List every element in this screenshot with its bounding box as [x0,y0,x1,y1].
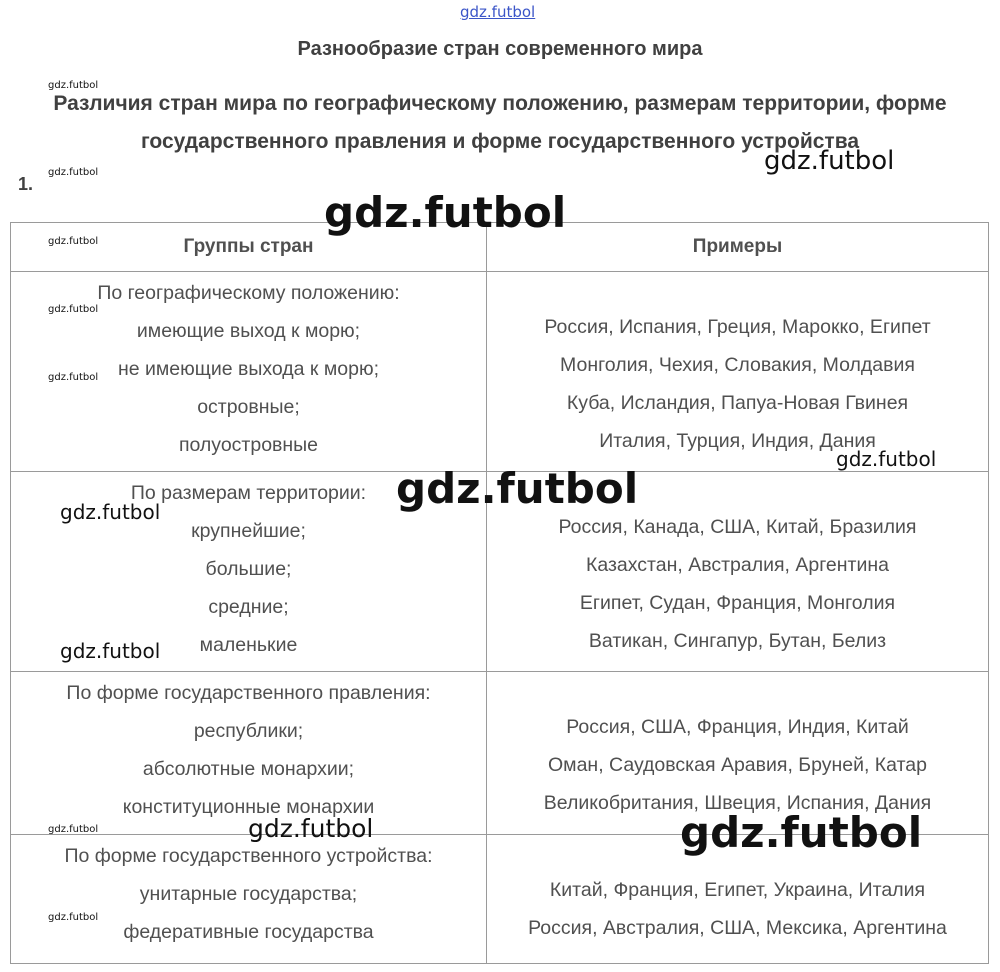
watermark: gdz.futbol [680,808,923,857]
subtitle-line-2: государственного правления и форме государственного устройства [140,130,860,153]
group-item: республики; [193,720,304,742]
section-heading: По размерам территории: [130,482,367,504]
group-item: не имеющие выхода к морю; [117,358,380,380]
group-item: большие; [205,558,292,580]
group-item: маленькие [199,634,298,656]
subtitle-line-1: Различия стран мира по географическому положению, размерам территории, форме [53,92,947,115]
group-item: федеративные государства [123,921,374,943]
example-item: Великобритания, Швеция, Испания, Дания [543,792,932,814]
group-item: островные; [197,396,300,418]
watermark: gdz.futbol [48,824,99,835]
table-row-geo-position [11,272,989,472]
group-item: конституционные монархии [122,796,375,818]
example-item: Россия, Канада, США, Китай, Бразилия [558,516,917,538]
watermark: gdz.futbol [396,464,639,513]
watermark: gdz.futbol [48,372,99,383]
page-title: Разнообразие стран современного мира [297,38,703,60]
group-item: крупнейшие; [191,520,306,542]
example-item: Россия, Австралия, США, Мексика, Аргентина [528,917,947,939]
example-item: Казахстан, Австралия, Аргентина [586,554,889,576]
groups-cell [11,835,487,964]
watermark: gdz.futbol [48,80,99,91]
example-item: Куба, Исландия, Папуа-Новая Гвинея [566,392,909,414]
watermark: gdz.futbol [48,304,99,315]
watermark: gdz.futbol [60,639,161,663]
example-item: Китай, Франция, Египет, Украина, Италия [549,879,926,901]
header-examples: Примеры [487,223,989,272]
example-item: Россия, США, Франция, Индия, Китай [566,716,909,738]
group-item: средние; [208,596,289,618]
watermark: gdz.futbol [60,500,161,524]
header-groups: Группы стран [11,223,487,272]
watermark: gdz.futbol [836,447,937,471]
groups-cell [11,672,487,835]
watermark: gdz.futbol [764,146,895,176]
example-item: Италия, Турция, Индия, Дания [599,430,876,452]
watermark: gdz.futbol [48,236,99,247]
group-item: абсолютные монархии; [142,758,355,780]
group-item: полуостровные [178,434,319,456]
group-item: имеющие выход к морю; [136,320,361,342]
watermark: gdz.futbol [248,814,374,843]
group-item: унитарные государства; [139,883,358,905]
example-item: Россия, Испания, Греция, Марокко, Египет [544,316,931,338]
watermark: gdz.futbol [48,912,99,923]
section-heading: По форме государственного правления: [66,682,431,704]
example-item: Ватикан, Сингапур, Бутан, Белиз [588,630,887,652]
watermark: gdz.futbol [48,167,99,178]
watermark-top: gdz.futbol [460,3,536,21]
example-item: Оман, Саудовская Аравия, Бруней, Катар [548,754,927,776]
example-item: Египет, Судан, Франция, Монголия [579,592,896,614]
task-number: 1. [18,174,34,194]
example-item: Монголия, Чехия, Словакия, Молдавия [560,354,915,376]
section-heading: По форме государственного устройства: [64,845,433,867]
examples-cell [487,272,989,472]
section-heading: По географическому положению: [97,282,400,304]
watermark: gdz.futbol [324,188,567,237]
